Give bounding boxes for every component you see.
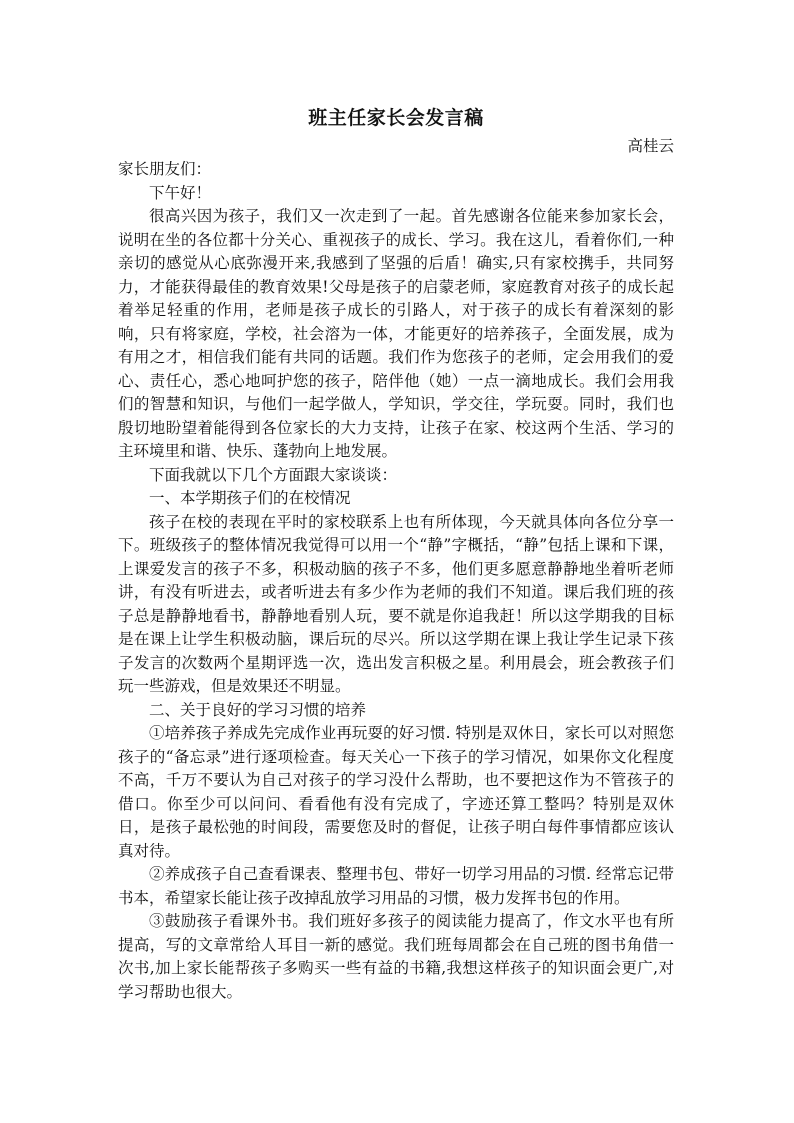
- section-heading-1: 一、本学期孩子们的在校情况: [149, 489, 351, 507]
- paragraph-habit-1: ①培养孩子养成先完成作业再玩耍的好习惯. 特别是双休日，家长可以对照您孩子的“备忘录”进行逐项检查。每天关心一下孩子的学习情况，如果你文化程度不高，千万不要认为自己对孩子的学习没什么帮助，也不要把这作为不管孩子的借口。你至少可以问问、看看他有没有完成了，字迹还算工整吗？特别是双休日，是孩子最松弛的时间段，需要您及时的督促，让孩子明白每件事情都应该认真对待。: [118, 724, 674, 860]
- document-title: 班主任家长会发言稿: [308, 107, 484, 129]
- greeting: 下午好！: [149, 183, 212, 202]
- author-name: 高桂云: [627, 137, 674, 155]
- section-heading-2: 二、关于良好的学习习惯的培养: [149, 700, 367, 719]
- salutation: 家长朋友们：: [118, 160, 212, 178]
- paragraph-intro-topics: 下面我就以下几个方面跟大家谈谈：: [149, 465, 398, 484]
- paragraph-opening: 很高兴因为孩子，我们又一次走到了一起。首先感谢各位能来参加家长会，说明在坐的各位都十分关心、重视孩子的成长、学习。我在这儿，看着你们,一种亲切的感觉从心底弥漫开来,我感到了坚强的后盾！确实,只有家校携手，共同努力，才能获得最佳的教育效果!父母是孩子的启蒙老师，家庭教育对孩子的成长起着举足轻重的作用，老师是孩子成长的引路人，对于孩子的成长有着深刻的影响，只有将家庭，学校，社会溶为一体，才能更好的培养孩子，全面发展，成为有用之才，相信我们能有共同的话题。我们作为您孩子的老师，定会用我们的爱心、责任心，悉心地呵护您的孩子，陪伴他（她）一点一滴地成长。我们会用我们的智慧和知识，与他们一起学做人，学知识，学交往，学玩耍。同时，我们也殷切地盼望着能得到各位家长的大力支持，让孩子在家、校这两个生活、学习的主环境里和谐、快乐、蓬勃向上地发展。: [118, 207, 674, 460]
- paragraph-habit-3: ③鼓励孩子看课外书。我们班好多孩子的阅读能力提高了，作文水平也有所提高，写的文章常给人耳目一新的感觉。我们班每周都会在自己班的图书角借一次书,加上家长能帮孩子多购买一些有益的书籍,我想这样孩子的知识面会更广,对学习帮助也很大。: [118, 912, 674, 1001]
- document-body: [118, 103, 674, 1004]
- paragraph-school-situation: 孩子在校的表现在平时的家校联系上也有所体现，今天就具体向各位分享一下。班级孩子的整体情况我觉得可以用一个“静”字概括，“静”包括上课和下课，上课爱发言的孩子不多，积极动脑的孩子不多，他们更多愿意静静地坐着听老师讲，有没有听进去，或者听进去有多少作为老师的我们不知道。课后我们班的孩子总是静静地看书，静静地看别人玩，要不就是你追我赶！所以这学期我的目标是在课上让学生积极动脑，课后玩的尽兴。所以这学期在课上我让学生记录下孩子发言的次数两个星期评选一次，选出发言积极之星。利用晨会，班会教孩子们玩一些游戏，但是效果还不明显。: [118, 512, 674, 695]
- paragraph-habit-2: ②养成孩子自己查看课表、整理书包、带好一切学习用品的习惯. 经常忘记带书本，希望家长能让孩子改掉乱放学习用品的习惯，极力发挥书包的作用。: [118, 865, 674, 907]
